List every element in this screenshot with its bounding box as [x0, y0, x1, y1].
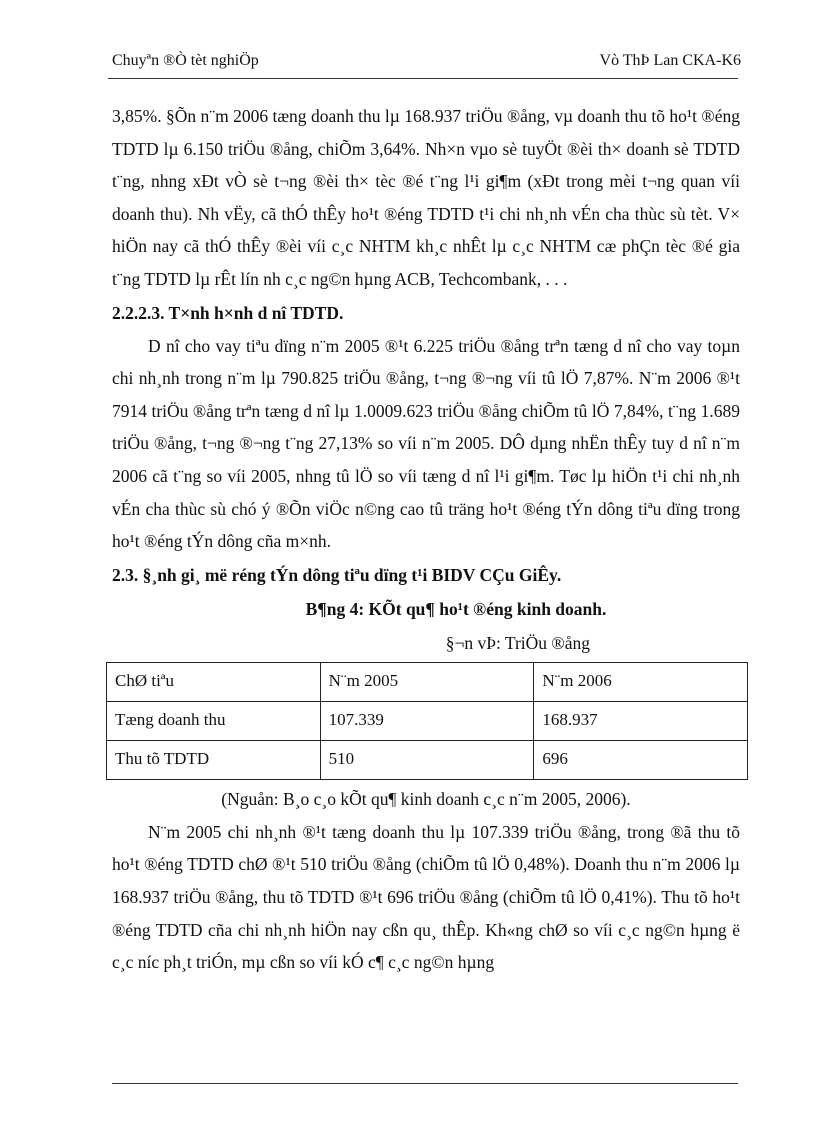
document-body: [112, 100, 740, 979]
table-header-row: [107, 662, 748, 701]
table-header-cell: N¨m 2005: [320, 662, 534, 701]
table-header-cell: ChØ tiªu: [107, 662, 321, 701]
results-table: [106, 662, 748, 780]
table-cell: Thu tõ TDTD: [107, 740, 321, 779]
paragraph-2: D nî cho vay tiªu dïng n¨m 2005 ®¹t 6.225 triÖu ®ång trªn tæng d nî cho vay toµn chi nh¸nh trong n¨m lµ 790.825 triÖu ®ång, t¬ng ®¬ng víi tû lÖ 7,87%. N¨m 2006 ®¹t 7914 triÖu ®ång trªn tæng d nî lµ 1.0009.623 triÖu ®ång chiÕm tû lÖ 7,84%, t¨ng 1.689 triÖu ®ång, t¬ng ®¬ng t¨ng 27,13% so víi n¨m 2005. DÔ dµng nhËn thÊy tuy d nî n¨m 2006 cã t¨ng so víi 2005, nhng tû lÖ so víi tæng d nî l¹i gi¶m. Tøc lµ hiÖn t¹i chi nh¸nh vÉn cha thùc sù chó ý ®Õn viÖc n©ng cao tû träng ho¹t ®éng tÝn dông tiªu dïng trong ho¹t ®éng tÝn dông cña m×nh.: [112, 335, 740, 552]
table-cell: 168.937: [534, 701, 748, 740]
paragraph-3: N¨m 2005 chi nh¸nh ®¹t tæng doanh thu lµ 107.339 triÖu ®ång, trong ®ã thu tõ ho¹t ®éng TDTD chØ ®¹t 510 triÖu ®ång (chiÕm tû lÖ 0,48%). Doanh thu n¨m 2006 lµ 168.937 triÖu ®ång, thu tõ TDTD ®¹t 696 triÖu ®ång (chiÕm tû lÖ 0,41%). Thu tõ ho¹t ®éng TDTD cña chi nh¸nh hiÖn nay cßn qu¸ thÊp. Kh«ng chØ so víi c¸c ng©n hµng ë c¸c níc ph¸t triÓn, mµ cßn so víi kÓ c¶ c¸c ng©n hµng: [112, 821, 740, 973]
table-header-cell: N¨m 2006: [534, 662, 748, 701]
table-cell: 107.339: [320, 701, 534, 740]
table-unit: §¬n vÞ: TriÖu ®ång: [445, 632, 590, 653]
table-caption: B¶ng 4: KÕt qu¶ ho¹t ®éng kinh doanh.: [305, 598, 607, 619]
footer-divider: [112, 1083, 738, 1084]
table-cell: 510: [320, 740, 534, 779]
header-left-title: Chuyªn ®Ò tèt nghiÖp: [112, 52, 259, 69]
table-source: (Nguån: B¸o c¸o kÕt qu¶ kinh doanh c¸c n¨m 2005, 2006).: [221, 788, 631, 809]
paragraph-1: 3,85%. §Õn n¨m 2006 tæng doanh thu lµ 168.937 triÖu ®ång, vµ doanh thu tõ ho¹t ®éng TDTD lµ 6.150 triÖu ®ång, chiÕm 3,64%. Nh×n vµo sè tuyÖt ®èi th× doanh sè TDTD t¨ng, nhng xÐt vÒ sè t¬ng ®èi th× tèc ®é t¨ng l¹i gi¶m (xÐt trong mèi t¬ng quan víi doanh thu). Nh vËy, cã thÓ thÊy ho¹t ®éng TDTD t¹i chi nh¸nh vÉn cha thùc sù tèt. V× hiÖn nay cã thÓ thÊy ®èi víi c¸c NHTM kh¸c nhÊt lµ c¸c NHTM cæ phÇn tèc ®é gia t¨ng TDTD lµ rÊt lín nh c¸c ng©n hµng ACB, Techcombank, . . .: [112, 106, 740, 289]
table-row: [107, 701, 748, 740]
section-heading-23: 2.3. §¸nh gi¸ më réng tÝn dông tiªu dïng t¹i BIDV CÇu GiÊy.: [112, 564, 562, 585]
section-heading-2223: 2.2.2.3. T×nh h×nh d nî TDTD.: [112, 302, 344, 323]
header-right-author: Vò ThÞ Lan CKA-K6: [599, 52, 741, 69]
table-cell: Tæng doanh thu: [107, 701, 321, 740]
table-row: [107, 740, 748, 779]
header-divider: [108, 78, 738, 79]
table-cell: 696: [534, 740, 748, 779]
